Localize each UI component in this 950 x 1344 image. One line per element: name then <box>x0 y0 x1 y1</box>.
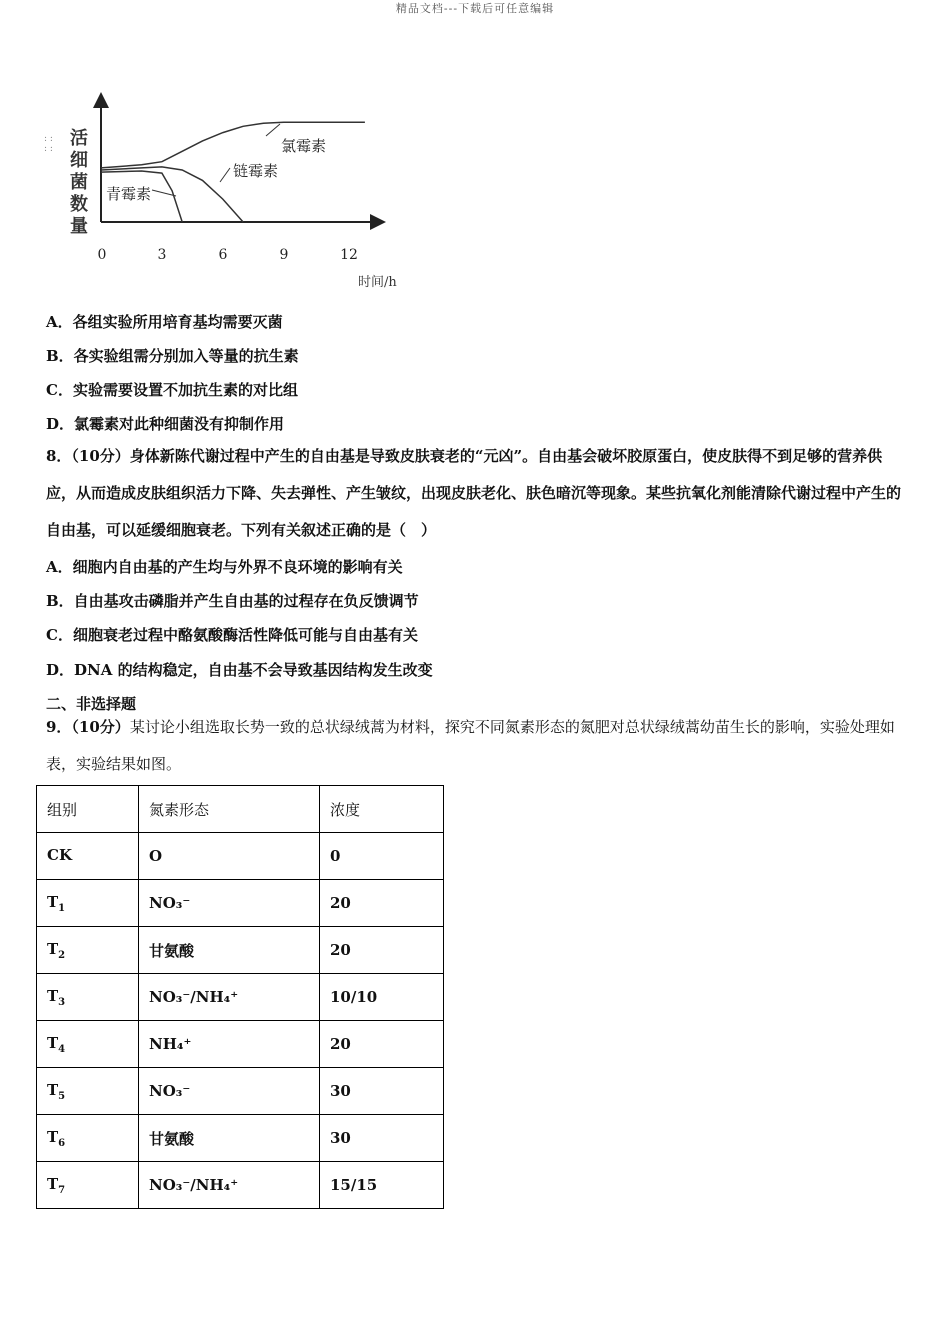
header-form: 氮素形态 <box>139 786 320 833</box>
group-letter: T <box>47 986 59 1005</box>
cell-conc: 30 <box>320 1068 444 1115</box>
group-subscript: 5 <box>58 1090 66 1102</box>
table-row <box>37 1068 444 1115</box>
cell-group <box>37 1162 139 1209</box>
q9-text: 某讨论小组选取长势一致的总状绿绒蒿为材料，探究不同氮素形态的氮肥对总状绿绒蒿幼苗生长的影响，实验处理如表，实验结果如图。 <box>46 718 895 773</box>
x-axis-label: 时间/h <box>358 275 397 290</box>
treatment-table <box>36 785 444 1209</box>
header-group: 组别 <box>37 786 139 833</box>
group-letter: CK <box>47 845 72 864</box>
cell-form: NO₃⁻/NH₄⁺ <box>139 974 320 1021</box>
label-leader-line <box>220 168 230 182</box>
cell-conc: 20 <box>320 1021 444 1068</box>
x-tick-label: 3 <box>157 247 167 263</box>
header-conc: 浓度 <box>320 786 444 833</box>
page-header: 精品文档---下载后可任意编辑 <box>395 2 555 15</box>
cell-group <box>37 1068 139 1115</box>
group-letter: T <box>47 1080 59 1099</box>
q7-option-c: C．实验需要设置不加抗生素的对比组 <box>46 381 298 399</box>
table-row <box>37 833 444 880</box>
x-tick-label: 6 <box>218 247 228 263</box>
group-letter: T <box>47 939 59 958</box>
table-row <box>37 974 444 1021</box>
cell-group <box>37 833 139 880</box>
cell-group <box>37 927 139 974</box>
label-penicillin: 青霉素 <box>106 185 152 203</box>
cell-conc: 0 <box>320 833 444 880</box>
x-tick-label: 9 <box>279 247 289 263</box>
cell-form: NO₃⁻/NH₄⁺ <box>139 1162 320 1209</box>
group-subscript: 4 <box>58 1043 66 1055</box>
section-title: 二、非选择题 <box>46 695 137 713</box>
group-letter: T <box>47 1127 59 1146</box>
y-mark: : : : : <box>44 134 53 154</box>
cell-conc: 20 <box>320 927 444 974</box>
y-axis-label: 活细菌数量 <box>70 128 88 237</box>
q8-option-a: A．细胞内自由基的产生均与外界不良环境的影响有关 <box>46 558 403 576</box>
cell-conc: 30 <box>320 1115 444 1162</box>
cell-form: O <box>139 833 320 880</box>
cell-form: NO₃⁻ <box>139 880 320 927</box>
q7-option-d: D．氯霉素对此种细菌没有抑制作用 <box>46 415 285 433</box>
group-subscript: 1 <box>58 902 66 914</box>
table-row <box>37 1021 444 1068</box>
cell-form: 甘氨酸 <box>139 927 320 974</box>
q9-number: 9．（10分） <box>46 718 130 736</box>
q7-option-b: B．各实验组需分别加入等量的抗生素 <box>46 347 299 365</box>
cell-conc: 15/15 <box>320 1162 444 1209</box>
group-subscript: 7 <box>58 1184 66 1196</box>
group-subscript: 6 <box>58 1137 66 1149</box>
group-letter: T <box>47 1033 59 1052</box>
cell-form: NH₄⁺ <box>139 1021 320 1068</box>
table-row <box>37 927 444 974</box>
chart-canvas <box>0 0 950 310</box>
q8-stem: 8．（10分）身体新陈代谢过程中产生的自由基是导致皮肤衰老的“元凶”。自由基会破坏胶原蛋白，使皮肤得不到足够的营养供应，从而造成皮肤组织活力下降、失去弹性、产生皱纹，出现皮肤老化、肤色暗沉等现象。某些抗氧化剂能清除代谢过程中产生的自由基，可以延缓细胞衰老。下列有关叙述正确的是（ ） <box>46 447 902 539</box>
label-leader-line <box>266 124 280 136</box>
cell-group <box>37 1021 139 1068</box>
table-row <box>37 1162 444 1209</box>
group-subscript: 2 <box>58 949 66 961</box>
cell-form: 甘氨酸 <box>139 1115 320 1162</box>
table-header-row <box>37 786 444 833</box>
x-tick-label: 12 <box>340 247 358 263</box>
q8-option-b: B．自由基攻击磷脂并产生自由基的过程存在负反馈调节 <box>46 592 419 610</box>
label-chloramphenicol: 氯霉素 <box>281 137 327 155</box>
group-letter: T <box>47 1174 59 1193</box>
q9-stem <box>46 709 906 783</box>
q8-option-d: D．DNA 的结构稳定，自由基不会导致基因结构发生改变 <box>46 661 433 679</box>
table-row <box>37 1115 444 1162</box>
cell-conc: 10/10 <box>320 974 444 1021</box>
cell-group <box>37 1115 139 1162</box>
cell-group <box>37 974 139 1021</box>
group-subscript: 3 <box>58 996 66 1008</box>
q7-option-a: A．各组实验所用培育基均需要灭菌 <box>46 313 283 331</box>
group-letter: T <box>47 892 59 911</box>
cell-conc: 20 <box>320 880 444 927</box>
q8-option-c: C．细胞衰老过程中酪氨酸酶活性降低可能与自由基有关 <box>46 626 418 644</box>
table-row <box>37 880 444 927</box>
cell-group <box>37 880 139 927</box>
x-tick-label: 0 <box>97 247 107 263</box>
label-streptomycin: 链霉素 <box>233 162 279 180</box>
cell-form: NO₃⁻ <box>139 1068 320 1115</box>
